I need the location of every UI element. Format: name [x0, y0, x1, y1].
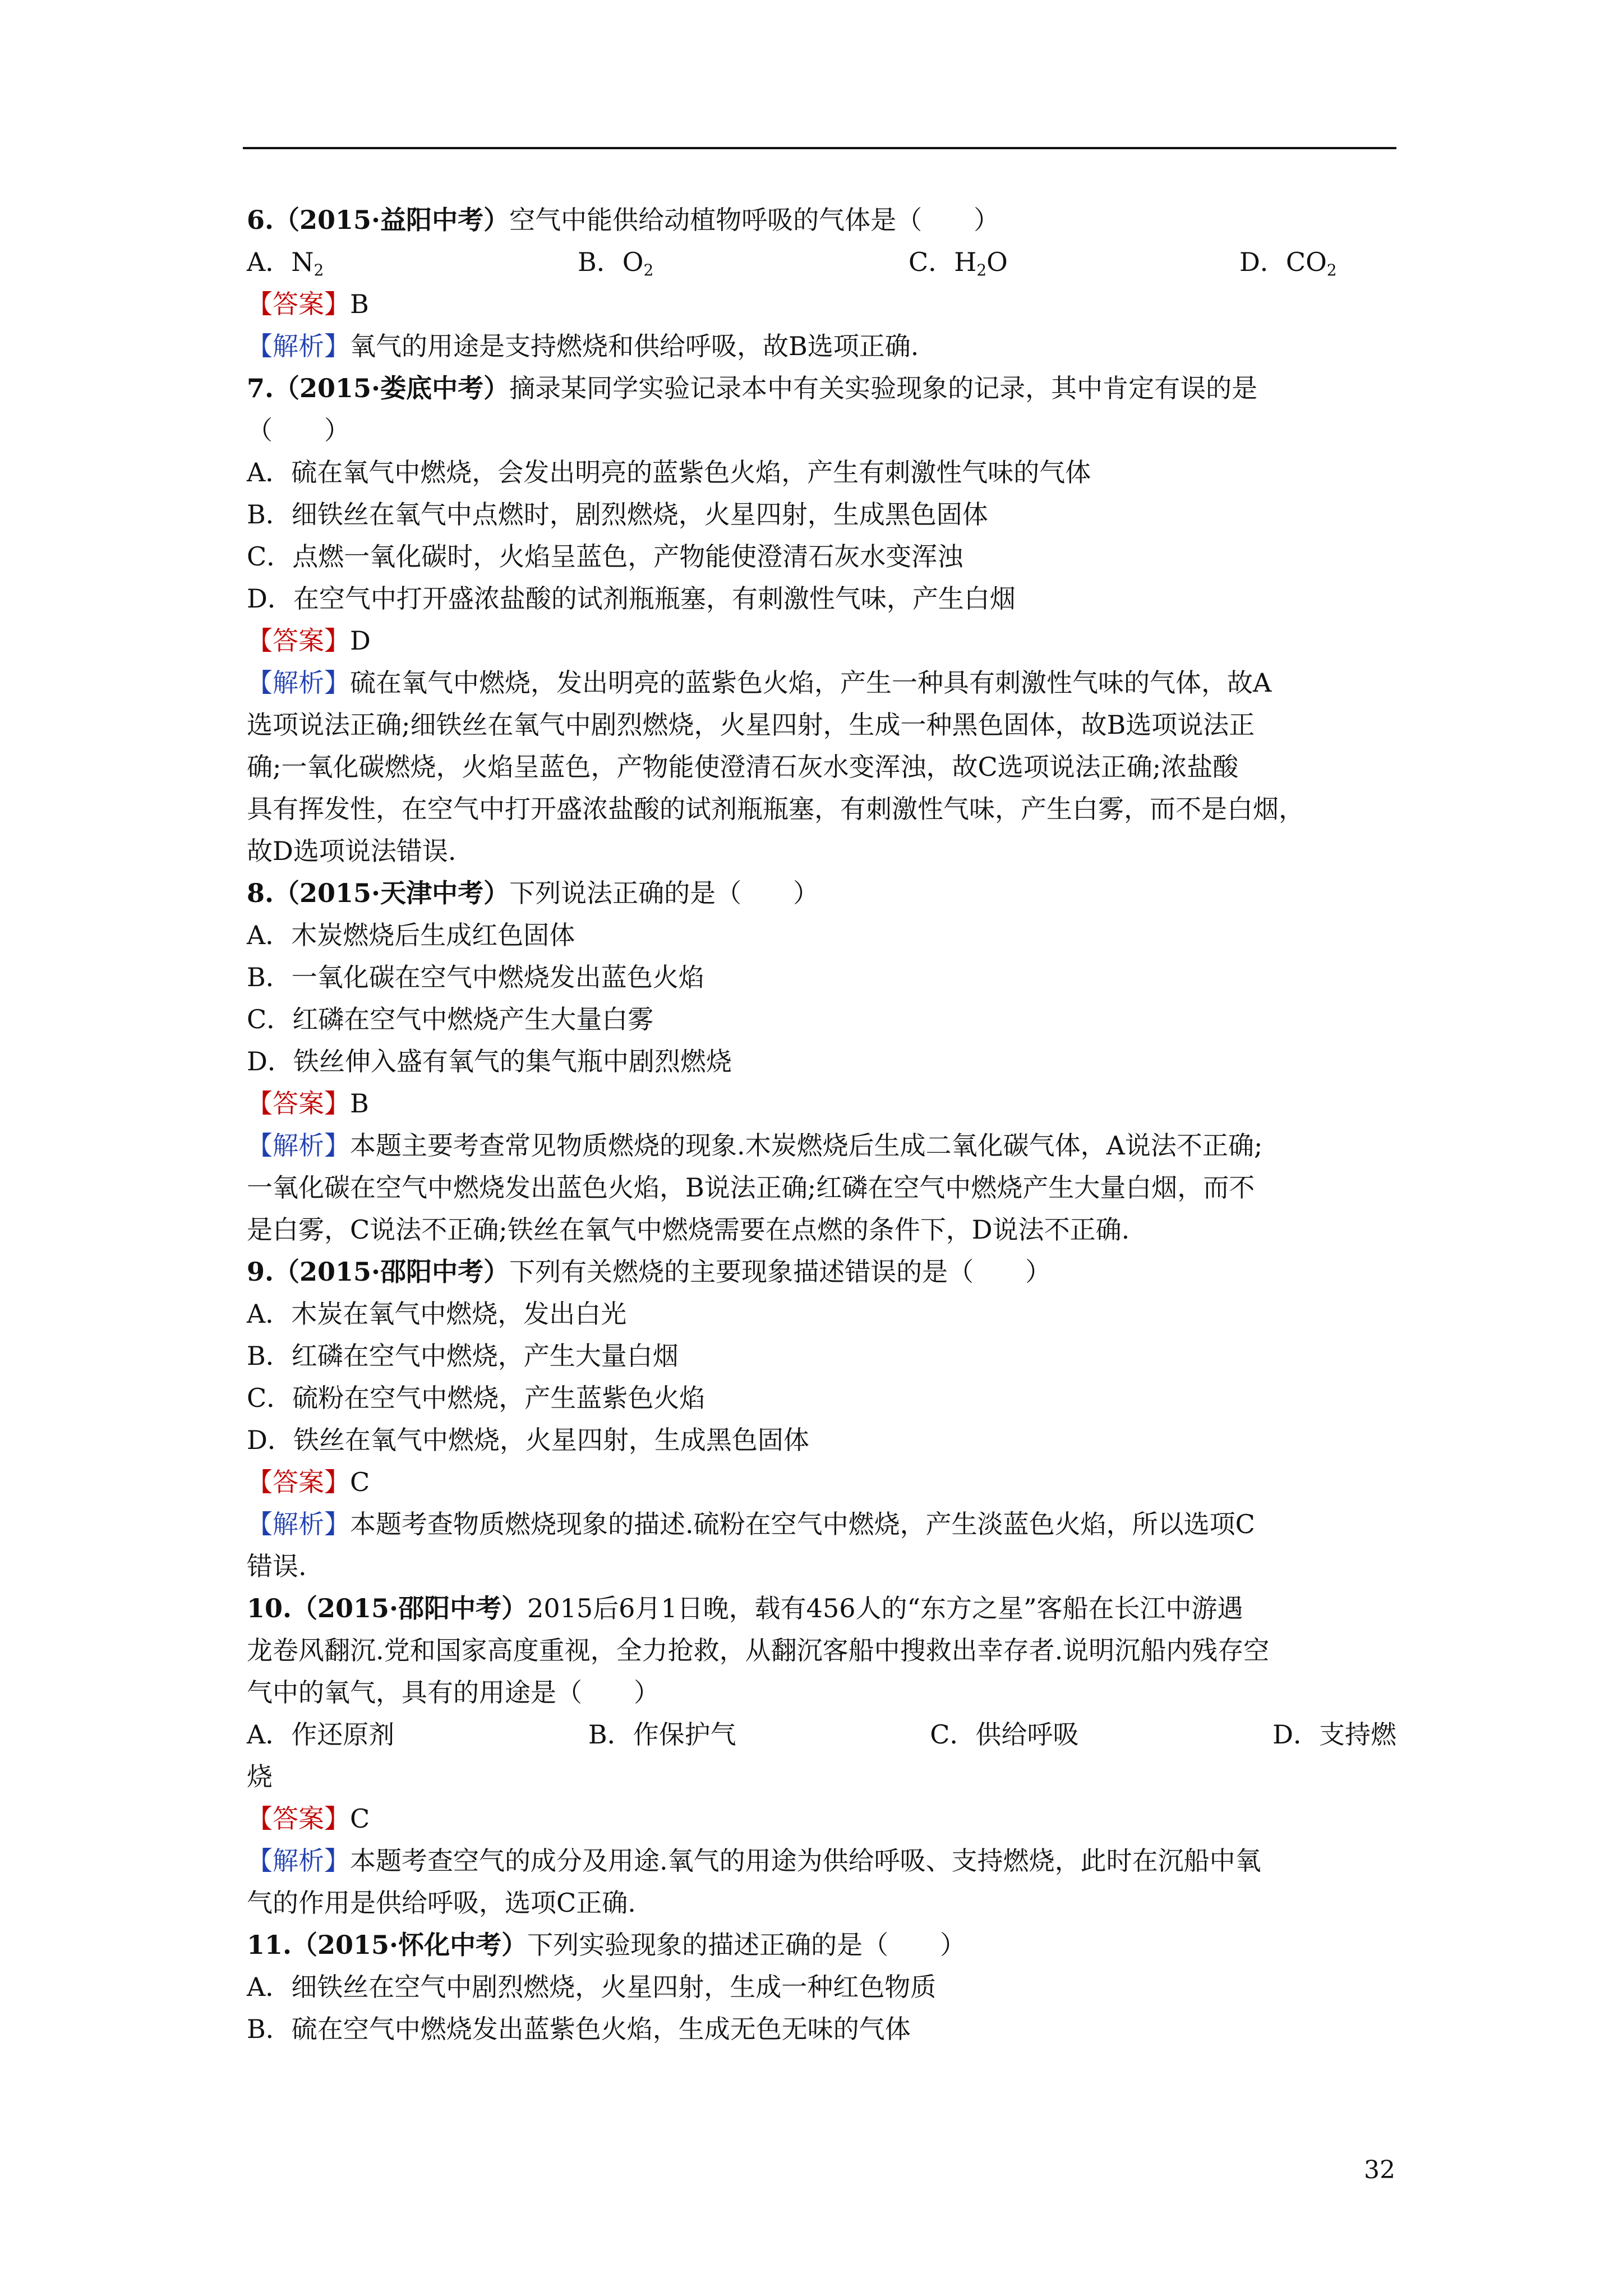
option-b: B．红磷在空气中燃烧，产生大量白烟 [247, 1341, 679, 1371]
option-b: B．细铁丝在氧气中点燃时，剧烈燃烧，火星四射，生成黑色固体 [247, 499, 988, 530]
analysis-7: 【解析】硫在氧气中燃烧，发出明亮的蓝紫色火焰，产生一种具有刺激性气味的气体，故A [247, 668, 1272, 698]
option-b: B．$O_2$ [578, 247, 654, 279]
answer-6: 【答案】B [247, 289, 369, 319]
option-b: B．一氧化碳在空气中燃烧发出蓝色火焰 [247, 962, 704, 992]
analysis-9-line: 错误. [247, 1551, 307, 1581]
analysis-8: 【解析】本题主要考查常见物质燃烧的现象.木炭燃烧后生成二氧化碳气体，A说法不正确; [247, 1130, 1263, 1161]
option-c: C．点燃一氧化碳时，火焰呈蓝色，产物能使澄清石灰水变浑浊 [247, 541, 963, 572]
option-d: D．铁丝伸入盛有氧气的集气瓶中剧烈燃烧 [247, 1046, 732, 1076]
answer-7: 【答案】D [247, 625, 371, 656]
answer-9: 【答案】C [247, 1467, 370, 1497]
question-8: 8.（2015·天津中考）下列说法正确的是（ ） [247, 878, 819, 908]
question-10: 10.（2015·邵阳中考）2015后6月1日晚，载有456人的“东方之星”客船在长江中游遇 [247, 1593, 1243, 1623]
option-a: A．$N_2$ [247, 247, 324, 279]
question-6: 6.（2015·益阳中考）空气中能供给动植物呼吸的气体是（ ） [247, 205, 1000, 235]
question-11: 11.（2015·怀化中考）下列实验现象的描述正确的是（ ） [247, 1930, 966, 1960]
option-a: A．硫在氧气中燃烧，会发出明亮的蓝紫色火焰，产生有刺激性气味的气体 [247, 457, 1091, 487]
analysis-10: 【解析】本题考查空气的成分及用途.氧气的用途为供给呼吸、支持燃烧，此时在沉船中氧 [247, 1846, 1261, 1876]
option-b: B．硫在空气中燃烧发出蓝紫色火焰，生成无色无味的气体 [247, 2014, 911, 2044]
question-10-options [247, 1714, 1396, 1756]
question-9: 9.（2015·邵阳中考）下列有关燃烧的主要现象描述错误的是（ ） [247, 1257, 1052, 1287]
answer-10: 【答案】C [247, 1803, 370, 1834]
analysis-9: 【解析】本题考查物质燃烧现象的描述.硫粉在空气中燃烧，产生淡蓝色火焰，所以选项C [247, 1509, 1255, 1539]
analysis-7-line: 确;一氧化碳燃烧，火焰呈蓝色，产物能使澄清石灰水变浑浊，故C选项说法正确;浓盐酸 [247, 752, 1239, 782]
analysis-7-line: 选项说法正确;细铁丝在氧气中剧烈燃烧，火星四射，生成一种黑色固体，故B选项说法正 [247, 710, 1255, 740]
option-d: D．支持燃 [1272, 1719, 1396, 1750]
question-10-line: 气中的氧气，具有的用途是（ ） [247, 1677, 660, 1708]
analysis-6: 【解析】氧气的用途是支持燃烧和供给呼吸，故B选项正确. [247, 331, 919, 361]
option-a: A．木炭在氧气中燃烧，发出白光 [247, 1299, 627, 1329]
analysis-10-line: 气的作用是供给呼吸，选项C正确. [247, 1888, 636, 1918]
analysis-7-line: 故D选项说法错误. [247, 836, 457, 866]
question-6-options [247, 241, 1396, 283]
question-10-line: 龙卷风翻沉.党和国家高度重视，全力抢救，从翻沉客船中搜救出幸存者.说明沉船内残存空 [247, 1635, 1270, 1665]
option-a: A．细铁丝在空气中剧烈燃烧，火星四射，生成一种红色物质 [247, 1972, 937, 2002]
question-7-bracket: （ ） [247, 415, 350, 445]
option-a: A．木炭燃烧后生成红色固体 [247, 920, 575, 950]
document-body [247, 199, 1396, 2050]
option-d: D．铁丝在氧气中燃烧，火星四射，生成黑色固体 [247, 1425, 809, 1455]
option-b: B．作保护气 [588, 1719, 736, 1750]
answer-8: 【答案】B [247, 1088, 369, 1119]
question-7: 7.（2015·娄底中考）摘录某同学实验记录本中有关实验现象的记录，其中肯定有误的是 [247, 373, 1258, 403]
option-c: C．$H_2O$ [909, 247, 1008, 279]
analysis-8-line: 一氧化碳在空气中燃烧发出蓝色火焰，B说法正确;红磷在空气中燃烧产生大量白烟，而不 [247, 1172, 1255, 1203]
option-c: C．供给呼吸 [930, 1719, 1079, 1750]
option-d: D．在空气中打开盛浓盐酸的试剂瓶瓶塞，有刺激性气味，产生白烟 [247, 583, 1016, 614]
option-d-wrap: 烧 [247, 1761, 273, 1792]
option-d: D．$CO_2$ [1239, 247, 1337, 279]
option-a: A．作还原剂 [247, 1719, 395, 1750]
header-rule [243, 147, 1396, 149]
option-c: C．红磷在空气中燃烧产生大量白雾 [247, 1004, 654, 1034]
option-c: C．硫粉在空气中燃烧，产生蓝紫色火焰 [247, 1383, 706, 1413]
analysis-7-line: 具有挥发性，在空气中打开盛浓盐酸的试剂瓶瓶塞，有刺激性气味，产生白雾，而不是白烟， [247, 794, 1304, 824]
page-number: 32 [1364, 2156, 1395, 2184]
analysis-8-line: 是白雾，C说法不正确;铁丝在氧气中燃烧需要在点燃的条件下，D说法不正确. [247, 1214, 1130, 1245]
